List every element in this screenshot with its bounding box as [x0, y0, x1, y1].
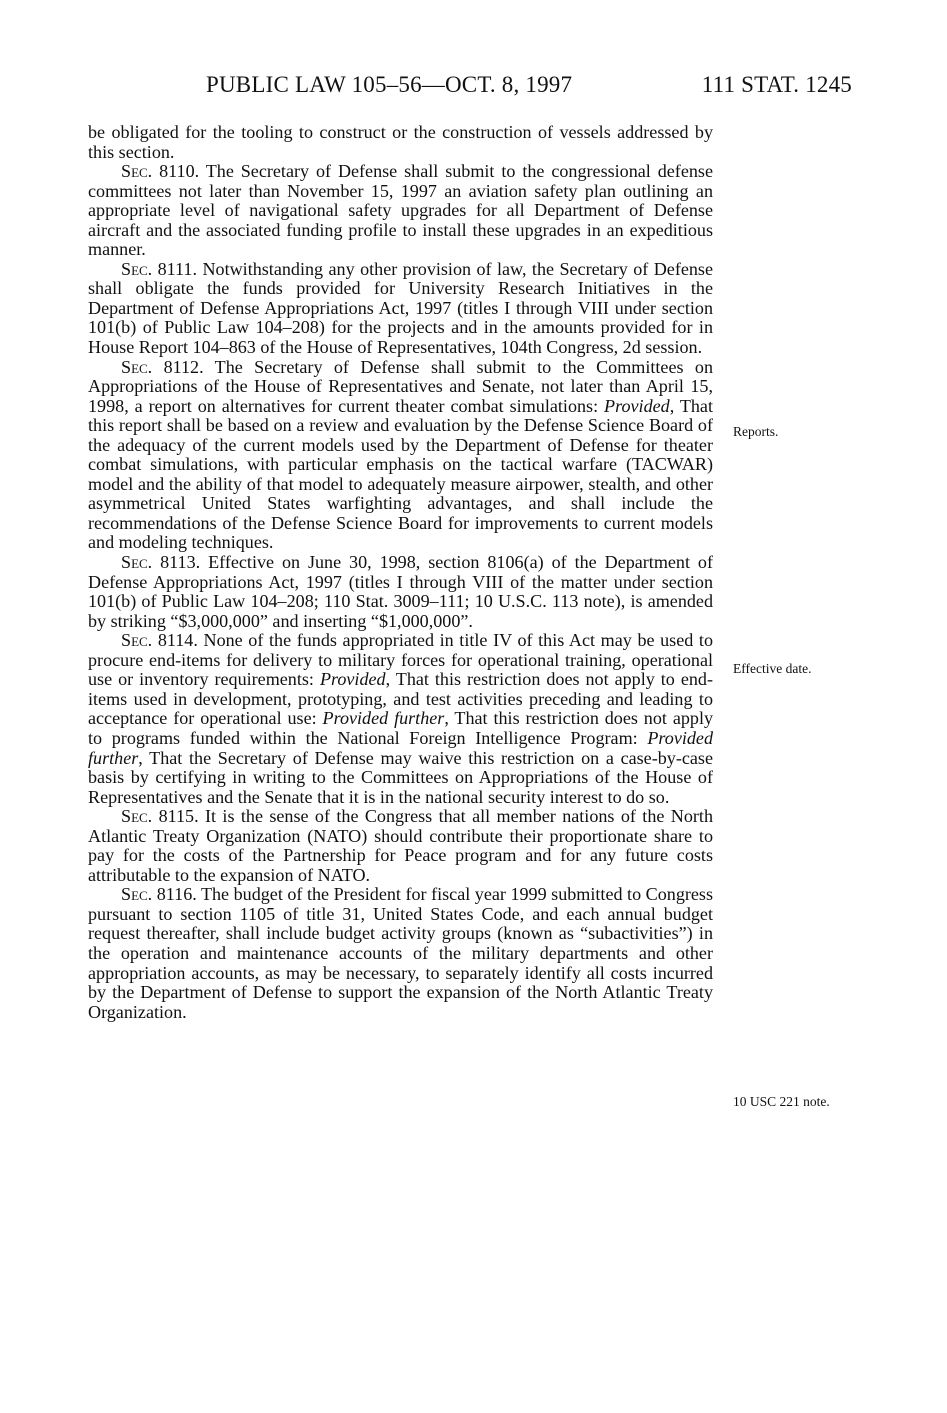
margin-note-reports: Reports. — [733, 424, 779, 439]
section-text: Effective on June 30, 1998, section 8106(a) of the Department of Defense Appropriations Act, 1997 (titles I through VIII of the matter under section 101(b) of Public Law 104–208; 110 Stat. 3009–111; 10 U.S.C. 113 note), is amended by striking “$3,000,000” and inserting “$1,000,000”. — [88, 552, 713, 631]
section-label: Sec. 8114. — [121, 630, 198, 651]
section-label: Sec. 8113. — [121, 552, 201, 573]
section-label: Sec. 8111. — [121, 258, 198, 279]
continuation-paragraph: be obligated for the tooling to construct or the construction of vessels addressed by this section. — [88, 122, 713, 162]
section-8110 — [88, 162, 713, 260]
section-8116 — [88, 885, 713, 1022]
section-label: Sec. 8115. — [121, 806, 199, 827]
section-8111 — [88, 260, 713, 358]
section-text: , That this restriction does not apply to end-items used in development, prototyping, and test activities preceding and leading to acceptance for operational use: — [88, 669, 713, 729]
section-text: It is the sense of the Congress that all member nations of the North Atlantic Treaty Organization (NATO) should contribute their proportionate share to pay for the costs of the Partnership for Peace program and for any future costs attributable to the expansion of NATO. — [88, 806, 713, 885]
section-text: Notwithstanding any other provision of law, the Secretary of Defense shall obligate the funds provided for University Research Initiatives in the Department of Defense Appropriations Act, 1997 (titles I through VIII under section 101(b) of Public Law 104–208) for the projects and in the amounts provided for in House Report 104–863 of the House of Representatives, 104th Congress, 2d session. — [88, 258, 713, 358]
section-8112 — [88, 358, 713, 553]
section-text: , That this report shall be based on a review and evaluation by the Defense Science Board of the adequacy of the current models used by the Department of Defense for theater combat simulations, with particular emphasis on the tactical warfare (TACWAR) model and the ability of that model to adequately measure airpower, stealth, and other asymmetrical United States warfighting advantages, and shall include the recommendations of the Defense Science Board for improvements to current models and modeling techniques. — [88, 395, 713, 553]
proviso-italic: Provided further — [322, 708, 445, 729]
section-label: Sec. 8110. — [121, 161, 200, 182]
proviso-italic: Provided further — [88, 727, 713, 768]
margin-note-usc: 10 USC 221 note. — [733, 1094, 830, 1109]
section-text: The Secretary of Defense shall submit to the Committees on Appropriations of the House of Representatives and Senate, not later than April 15, 1998, a report on alternatives for current theater combat simulations: — [88, 356, 713, 416]
section-text: , That the Secretary of Defense may waive this restriction on a case-by-case basis by certifying in writing to the Committees on Appropriations of the House of Representatives and the Senate that it is in the national security interest to do so. — [88, 747, 713, 807]
section-text: The budget of the President for fiscal year 1999 submitted to Congress pursuant to section 1105 of title 31, United States Code, and each annual budget request thereafter, shall include budget activity groups (known as “subactivities”) in the operation and maintenance accounts of the military departments and other appropriation accounts, as may be necessary, to separately identify all costs incurred by the Department of Defense to support the expansion of the North Atlantic Treaty Organization. — [88, 884, 714, 1022]
law-citation-header: PUBLIC LAW 105–56—OCT. 8, 1997 — [206, 72, 573, 97]
section-8113 — [88, 553, 713, 631]
law-body-text — [88, 123, 713, 1022]
section-8115 — [88, 807, 713, 885]
margin-note-effective-date: Effective date. — [733, 661, 812, 676]
proviso-italic: Provided — [604, 395, 670, 416]
proviso-italic: Provided — [319, 669, 386, 690]
page-header — [0, 72, 947, 102]
section-text: None of the funds appropriated in title IV of this Act may be used to procure end-items for delivery to military forces for operational training, operational use or inventory requirements: — [88, 630, 714, 690]
section-label: Sec. 8116. — [121, 884, 197, 905]
statute-page-number: 111 STAT. 1245 — [701, 72, 852, 97]
section-text: , That this restriction does not apply to programs funded within the National Foreign Intelligence Program: — [88, 708, 714, 748]
section-label: Sec. 8112. — [121, 356, 204, 377]
section-8114 — [88, 631, 713, 807]
section-text: The Secretary of Defense shall submit to the congressional defense committees not later than November 15, 1997 an aviation safety plan outlining an appropriate level of navigational safety upgrades for all Department of Defense aircraft and the associated funding profile to install these upgrades in an expeditious manner. — [88, 161, 713, 260]
